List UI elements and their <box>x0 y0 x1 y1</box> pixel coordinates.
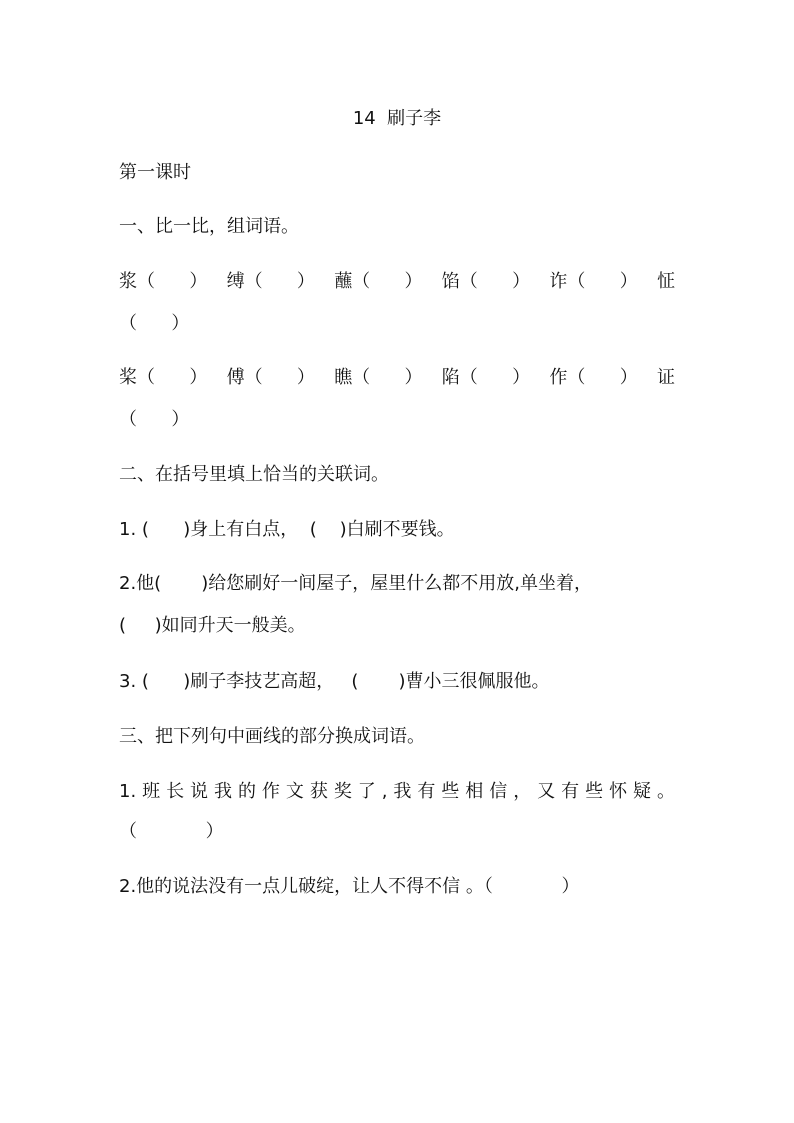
compare-row-1 <box>119 270 675 294</box>
section-3-question-1-blank: （ ） <box>119 821 224 842</box>
page-title: 14 刷子李 <box>352 108 442 129</box>
word-blank: 陷（ ） <box>441 367 531 388</box>
section-3-heading: 三、把下列句中画线的部分换成词语。 <box>119 726 425 747</box>
compare-row-1-continuation: （ ） <box>119 313 190 334</box>
section-2-question-3: 3. ( )刷子李技艺高超， ( )曹小三很佩服他。 <box>119 671 550 692</box>
word-blank: 馅（ ） <box>441 271 531 292</box>
section-2-question-2: 2.他( )给您刷好一间屋子，屋里什么都不用放,单坐着， <box>119 573 592 594</box>
section-2-question-1: 1. ( )身上有白点， ( )白刷不要钱。 <box>119 519 455 540</box>
word-blank: 浆（ ） <box>119 271 208 292</box>
compare-row-2-continuation: （ ） <box>119 409 190 430</box>
section-2-question-2-continuation: ( )如同升天一般美。 <box>119 615 306 636</box>
word-blank: 桨（ ） <box>119 367 208 388</box>
section-3-question-2: 2.他的说法没有一点儿破绽，让人不得不信 。（ ） <box>119 876 580 897</box>
word-blank: 蘸（ ） <box>334 271 423 292</box>
word-blank: 怔 <box>656 271 675 292</box>
word-blank: 作（ ） <box>549 367 638 388</box>
section-3-question-1: 1.班长说我的作文获奖了,我有些相信，又有些怀疑。 <box>119 781 675 802</box>
section-2-heading: 二、在括号里填上恰当的关联词。 <box>119 464 389 485</box>
word-blank: 诈（ ） <box>549 271 638 292</box>
word-blank: 证 <box>656 367 675 388</box>
lesson-label: 第一课时 <box>119 162 191 183</box>
word-blank: 瞧（ ） <box>334 367 423 388</box>
section-1-heading: 一、比一比，组词语。 <box>119 216 299 237</box>
word-blank: 傅（ ） <box>226 367 315 388</box>
compare-row-2 <box>119 366 675 390</box>
word-blank: 缚（ ） <box>226 271 315 292</box>
